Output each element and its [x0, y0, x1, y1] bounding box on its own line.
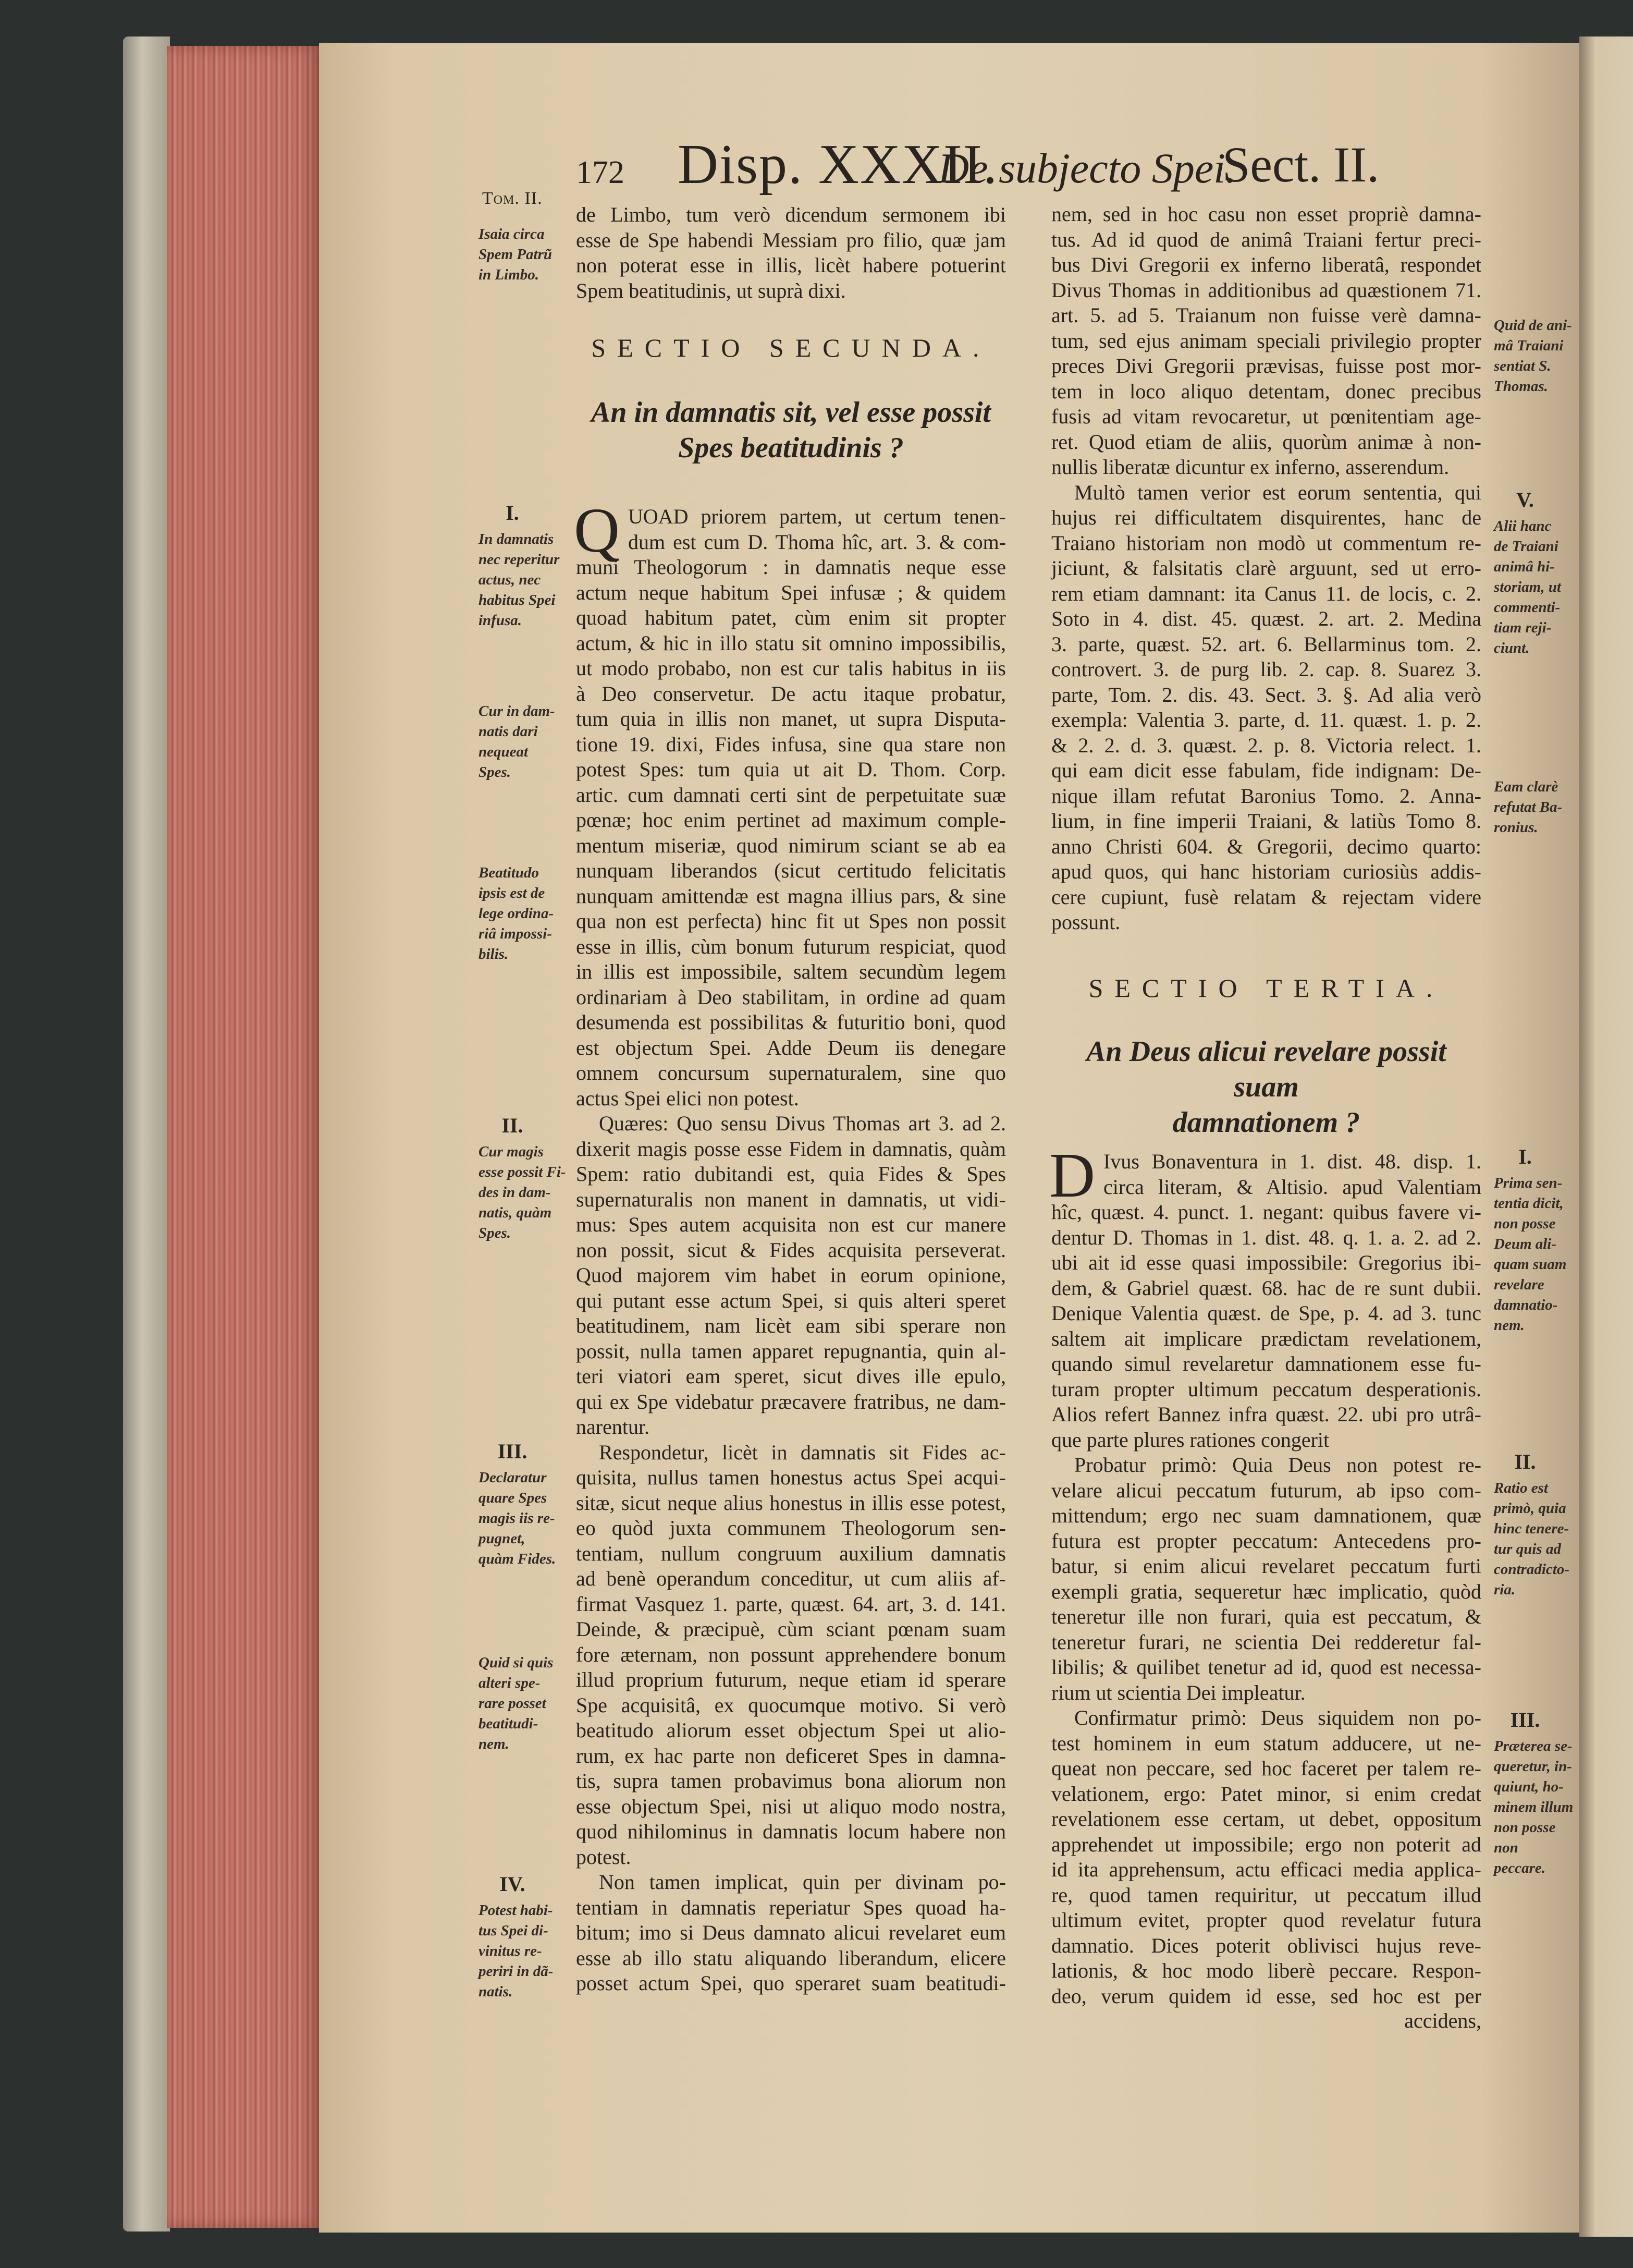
text-line: actus Spei elici non potest.	[576, 1086, 799, 1110]
text-line: non possit, sicut & Fides acquisita perseverat.	[576, 1238, 1006, 1262]
running-head-section: Sect. II.	[1222, 137, 1380, 192]
text-line: beatitudo aliorum esset objectum Spei ut alio-	[576, 1718, 1006, 1742]
margin-note-beatitudo: Beatitudo ipsis est de lege ordina- riâ impossi- bilis.	[478, 864, 554, 962]
text-line: apprehendet ut impossibile; ergo non poterit ad	[1051, 1832, 1481, 1856]
margin-numeral-3: III.	[497, 1440, 527, 1463]
text-line: qui putant esse actum Spei, si quis alteri speret	[576, 1288, 1006, 1312]
text-line: Divus Thomas in additionibus ad quæstionem 71.	[1051, 278, 1481, 302]
text-line: qua non est perfecta) hinc fit ut Spes non possit	[576, 909, 1006, 933]
text-line: Soto in 4. dist. 45. quæst. 2. art. 2. Medina	[1051, 607, 1481, 630]
running-head-disputation: Disp. XXXII.	[678, 133, 998, 196]
text-line: qui ex Spe videbatur præcavere fratribus, ne dam-	[576, 1389, 1006, 1413]
text-line: Multò tamen verior est eorum sententia, qui	[1074, 480, 1481, 504]
text-line: rum, ex hac parte non deficeret Spes in damna-	[576, 1743, 1006, 1767]
paragraph	[576, 1440, 1006, 1870]
text-line: Traiano historiam non modò ut commentum re-	[1051, 531, 1481, 555]
text-line: anno Christi 604. & Gregorii, decimo quarto:	[1051, 834, 1481, 858]
title-line: damnationem ?	[1172, 1106, 1360, 1139]
text-line: à Deo conservetur. De actu itaque probatur,	[576, 681, 1006, 705]
drop-cap: D	[1049, 1140, 1096, 1211]
text-line: quando simul revelaretur damnationem esse fu-	[1051, 1352, 1481, 1375]
text-line: bitum; imo si Deus damnato alicui revelaret eum	[576, 1921, 1006, 1944]
text-line: hîc, quæst. 4. punct. 1. negant: quibus favere vi-	[1051, 1200, 1481, 1224]
text-line: Ivus Bonaventura in 1. dist. 48. disp. 1.	[1103, 1150, 1481, 1173]
book-cover-edge	[123, 36, 170, 2232]
text-line: quoad habitum patet, cùm enim sit propter	[576, 606, 1006, 629]
text-line: futura est propter peccatum: Antecedens pro-	[1051, 1529, 1481, 1553]
page-number: 172	[576, 155, 624, 190]
text-line: fusis ad vitam revocaretur, ut pœnitentiam age-	[1051, 405, 1481, 428]
text-line: dixerit magis posse esse Fidem in damnatis, quàm	[576, 1137, 1006, 1161]
paragraph	[574, 495, 1006, 1111]
text-line: tum, sed ejus animam speciali privilegio propter	[1051, 328, 1481, 352]
text-line: Spe acquisitâ, ex quocumque motivo. Si verò	[576, 1693, 1006, 1717]
text-line: ubi ait id esse quasi impossibile: Gregorius ibi-	[1051, 1251, 1481, 1274]
text-line: quod nihilominus in damnatis locum habere non	[576, 1820, 1006, 1843]
text-line: Confirmatur primò: Deus siquidem non po-	[1074, 1706, 1481, 1729]
text-line: exempli gratia, sequeretur hæc implicatio, quòd	[1051, 1579, 1481, 1603]
text-line: nunquam liberandos (sicut certitudo felicitatis	[576, 859, 1006, 882]
text-line: quisita, nullus tamen honestus actus Spei acqui-	[576, 1466, 1006, 1489]
drop-cap: Q	[574, 495, 620, 566]
text-line: potest.	[576, 1845, 631, 1869]
text-line: saltem ait implicare prædictam revelationem,	[1051, 1326, 1481, 1350]
paragraph	[1051, 202, 1481, 480]
margin-numeral-5: V.	[1516, 488, 1534, 511]
text-line: supernaturalis non manent in damnatis, ut vidi-	[576, 1187, 1006, 1211]
right-top-text	[1051, 202, 1481, 935]
paragraph	[576, 1870, 1006, 1996]
text-line: tus. Ad id quod de animâ Traiani fertur preci-	[1051, 227, 1481, 251]
text-line: UOAD priorem partem, ut certum tenen-	[628, 505, 1006, 528]
text-line: eo quòd juxta communem Theologorum sen-	[576, 1516, 1006, 1540]
title-line: Spes beatitudinis ?	[678, 432, 904, 464]
text-line: deo, verum quidem id esse, sed hoc est per	[1051, 1984, 1481, 2008]
text-line: de Limbo, tum verò dicendum sermonem ibi	[576, 203, 1006, 226]
text-line: Probatur primò: Quia Deus non potest re-	[1074, 1453, 1481, 1477]
title-line: An in damnatis sit, vel esse possit	[591, 396, 991, 429]
text-line: velationem, ergo: Patet minor, si enim credat	[1051, 1782, 1481, 1806]
text-line: circa literam, & Altisio. apud Valentiam	[1103, 1175, 1481, 1199]
text-line: teneretur furari, ne scientia Dei redderetur fal-	[1051, 1630, 1481, 1654]
text-line: rem etiam damnant: ita Canus 11. de locis, c. 2.	[1051, 581, 1481, 605]
red-page-edges	[167, 46, 323, 2228]
text-line: teri viatori eam speret, sicut dives ille epulo,	[576, 1364, 1006, 1388]
text-line: test hominem in eum statum adducere, ut ne-	[1051, 1731, 1481, 1755]
text-line: actum neque habitum Spei infusæ ; & quidem	[576, 580, 1006, 604]
text-line: mentum miseriæ, quod nimirum sciant se ab ea	[576, 833, 1006, 857]
text-line: potest Spes: tum quia ut ait D. Thom. Corp.	[576, 758, 1006, 781]
margin-note-5: Alii hanc de Traiani animâ hi- storiam, ut commenti- tiam reji- ciunt.	[1494, 518, 1561, 656]
paragraph	[1051, 1705, 1481, 2009]
margin-numeral-1: I.	[506, 501, 519, 525]
text-line: & 2. 2. d. 3. quæst. 2. p. 8. Victoria relect. 1.	[1051, 733, 1481, 757]
text-line: revelationem esse certam, ut debet, oppositum	[1051, 1807, 1481, 1831]
text-line: actum, & hic in illo statu sit omnino impossibilis,	[576, 631, 1006, 655]
text-line: esse ab illo statu aliquando liberandum, elicere	[576, 1946, 1006, 1970]
text-line: Quod majorem vim habet in eorum opinione,	[576, 1263, 1006, 1287]
text-line: rium ut scientia Dei impleatur.	[1051, 1680, 1306, 1704]
text-line: exempla: Valentia 3. parte, d. 11. quæst. 1. p. 2.	[1051, 708, 1481, 731]
text-line: esse in illis, cùm bonum futurum respiciat, quod	[576, 934, 1006, 958]
text-line: mus: Spes autem acquisita non est cur manere	[576, 1213, 1006, 1236]
section-heading-tertia: SECTIO TERTIA.	[1088, 973, 1444, 1003]
text-line: esse objectum Spei, nisi ut aliquo modo nostra,	[576, 1794, 1006, 1818]
margin-note-1: In damnatis nec reperitur actus, nec habitus Spei infusa.	[478, 531, 560, 629]
paragraph	[1051, 480, 1481, 935]
text-line: pœnæ; hoc enim pertinet ad maximum comple-	[576, 808, 1006, 832]
text-line: teneretur ille non furari, quia est peccatum, &	[1051, 1605, 1481, 1628]
text-line: ordinariam à Deo stabilitam, in ordine ad quam	[576, 985, 1006, 1009]
text-line: sitæ, sicut neque alius honestus in illis esse potest,	[576, 1491, 1006, 1515]
catchword: accidens,	[1404, 2009, 1481, 2032]
text-line: tentiam in damnatis reperiatur Spes quoad ha-	[576, 1895, 1006, 1919]
text-line: Denique Valentia quæst. de Spe, p. 4. ad 3. tunc	[1051, 1301, 1481, 1325]
text-line: ret. Quod etiam de aliis, quorùm animæ à non-	[1051, 430, 1481, 454]
text-line: possit, nulla tamen apparet repugnantia, quin al-	[576, 1339, 1006, 1363]
text-line: Spem beatitudinis, ut suprà dixi.	[576, 278, 846, 302]
text-line: beatitudinem, nam licèt eam sibi sperare non	[576, 1314, 1006, 1337]
text-line: esse de Spe habendi Messiam pro filio, quæ jam	[576, 228, 1006, 252]
margin-numeral-r1: I.	[1518, 1145, 1532, 1168]
tome-label: Tom. II.	[482, 189, 543, 208]
text-line: lationis, & hoc modo liberè peccare. Respon-	[1051, 1959, 1481, 1982]
text-line: art. 5. ad 5. Traianum non fuisse verè damna-	[1051, 303, 1481, 327]
text-line: tem in loco aliquo detentam, donec precibus	[1051, 379, 1481, 403]
text-line: hujus rei difficultatem disquirentes, hanc de	[1051, 506, 1481, 529]
text-line: jiciunt, & falsitatis clarè arguunt, sed ut erro-	[1051, 556, 1481, 580]
text-line: apud quos, qui hanc historiam curiosiùs addis-	[1051, 860, 1481, 883]
running-head-subject: De subjecto Spei.	[938, 144, 1236, 192]
text-line: non poterat esse in illis, licèt habere potuerint	[576, 253, 1006, 277]
text-line: cere cupiunt, fusè relatam & rejectam videre	[1051, 885, 1481, 909]
text-line: ut modo probabo, non est cur talis habitus in iis	[576, 656, 1006, 680]
text-line: nem, sed in hoc casu non esset propriè damna-	[1051, 202, 1481, 226]
margin-numeral-4: IV.	[499, 1872, 525, 1896]
margin-numeral-r3: III.	[1510, 1708, 1540, 1732]
margin-note-4: Potest habi- tus Spei di- vinitus re- periri in dã- natis.	[478, 1902, 554, 2000]
text-line: omnem concursum supernaturalem, sine quo	[576, 1061, 1006, 1084]
text-line: Quæres: Quo sensu Divus Thomas art 3. ad 2.	[599, 1112, 1006, 1135]
text-line: tis, supra tamen probavimus bona aliorum non	[576, 1769, 1006, 1793]
text-line: controvert. 3. de purg lib. 2. cap. 8. Suarez 3.	[1051, 657, 1481, 681]
text-line: ultimum evitet, propter quod revelatur futura	[1051, 1908, 1481, 1932]
text-line: dem, & Gabriel quæst. 68. hac de re sunt dubii.	[1051, 1276, 1481, 1300]
margin-note-limbo: Isaia circa Spem Patrũ in Limbo.	[478, 226, 552, 283]
text-line: turam propter ultimum peccatum desperationis.	[1051, 1377, 1481, 1401]
text-line: Spem: ratio dubitandi est, quia Fides & Spes	[576, 1162, 1006, 1186]
text-line: bus Divi Gregorii ex inferno liberatâ, respondet	[1051, 253, 1481, 276]
text-line: firmat Vasquez 1. parte, quæst. 64. art, 3. d. 141.	[576, 1592, 1006, 1616]
left-body-text	[574, 495, 1006, 1996]
section-title-secunda	[576, 395, 1006, 466]
section-title-tertia	[1051, 1034, 1481, 1140]
text-line: libilis; & quilibet tenetur ad id, quod est necessa-	[1051, 1655, 1481, 1679]
text-line: nunquam amittendæ est magna illius pars, & sine	[576, 884, 1006, 908]
margin-note-baronius: Eam clarè refutat Ba- ronius.	[1494, 778, 1563, 836]
text-line: possunt.	[1051, 910, 1121, 934]
text-line: posset actum Spei, quo speraret suam beatitudi-	[576, 1971, 1006, 1995]
text-line: re, quod tamen requiritur, ut peccatum illud	[1051, 1883, 1481, 1907]
text-line: narentur.	[576, 1415, 650, 1438]
text-line: Alios refert Bannez infra quæst. 22. ubi pro utrâ-	[1051, 1403, 1481, 1426]
paragraph	[1049, 1140, 1481, 1453]
text-line: Respondetur, licèt in damnatis sit Fides ac-	[599, 1440, 1006, 1464]
title-line: An Deus alicui revelare possit suam	[1086, 1035, 1446, 1103]
text-line: muni Theologorum : in damnatis neque esse	[576, 555, 1006, 579]
text-line: Deinde, & præcipuè, cùm sciant pœnam suam	[576, 1617, 1006, 1641]
margin-note-3: Declaratur quare Spes magis iis re- pugnet, quàm Fides.	[478, 1469, 556, 1567]
facing-page-edge	[1579, 36, 1633, 2237]
text-line: 3. parte, quæst. 52. art. 6. Bellarminus tom. 2.	[1051, 632, 1481, 656]
left-intro-text	[576, 202, 1006, 303]
margin-note-r3: Præterea se- queretur, in- quiunt, ho- minem illum non posse non peccare.	[1494, 1738, 1574, 1876]
text-line: tum quia in illis non manet, ut supra Disputa-	[576, 707, 1006, 730]
margin-note-r1: Prima sen- tentia dicit, non posse Deum ali- quam suam revelare damnatio- nem.	[1494, 1175, 1567, 1334]
text-line: tentiam, nullum congruum auxilium damnatis	[576, 1541, 1006, 1565]
margin-note-quid: Quid si quis alteri spe- rare posset beatitudi- nem.	[478, 1654, 554, 1752]
text-line: damnatio. Dices poterit oblivisci hujus reve-	[1051, 1933, 1481, 1957]
text-line: ad benè operandum conceditur, ut cum aliis af-	[576, 1567, 1006, 1590]
section-heading-secunda: SECTIO SECUNDA.	[591, 333, 991, 362]
text-line: preces Divi Gregorii prævisas, fuisse post mor-	[1051, 354, 1481, 377]
right-body-text	[1049, 1140, 1481, 2009]
text-line: nullis liberatæ dicuntur ex inferno, asserendum.	[1051, 455, 1450, 479]
text-line: mittendum; ergo nec suam damnationem, quæ	[1051, 1504, 1481, 1527]
margin-note-traiani: Quid de ani- mâ Traiani sentiat S. Thomas.	[1494, 317, 1572, 395]
text-line: est objectum Spei. Adde Deum iis denegare	[576, 1035, 1006, 1059]
margin-numeral-r2: II.	[1514, 1450, 1536, 1473]
text-line: qui eam dicit esse fabulam, fide indignam: De-	[1051, 759, 1481, 782]
text-line: dum est cum D. Thoma hîc, art. 3. & com-	[628, 530, 1006, 554]
text-line: dentur D. Thomas in 1. dist. 48. q. 1. a. 2. ad 2.	[1051, 1225, 1481, 1249]
margin-note-cur: Cur in dam- natis dari nequeat Spes.	[478, 703, 555, 781]
paragraph	[1051, 1453, 1481, 1705]
text-line: illud proprium futurum, neque etiam id sperare	[576, 1668, 1006, 1691]
text-line: que parte plures rationes congerit	[1051, 1428, 1330, 1452]
text-line: lium, in fine imperii Traiani, & latiùs Tomo 8.	[1051, 809, 1481, 833]
paragraph	[576, 1111, 1006, 1440]
margin-note-2: Cur magis esse possit Fi- des in dam- natis, quàm Spes.	[478, 1143, 566, 1241]
margin-numeral-2: II.	[501, 1114, 523, 1137]
text-line: nique illam refutat Baronius Tomo. 2. Anna-	[1051, 784, 1481, 808]
text-line: tione 19. dixi, Fides infusa, sine qua stare non	[576, 732, 1006, 756]
text-line: desumenda est possibilitas & futuritio boni, quod	[576, 1010, 1006, 1034]
text-line: in illis est impossibile, saltem secundùm legem	[576, 960, 1006, 983]
text-line: Non tamen implicat, quin per divinam po-	[599, 1870, 1006, 1894]
text-line: velare alicui peccatum futurum, ab ipso com-	[1051, 1478, 1481, 1502]
text-line: batur, si enim alicui revelaret peccatum furti	[1051, 1554, 1481, 1578]
text-line: fore æternam, non possunt apprehendere bonum	[576, 1642, 1006, 1666]
text-line: id ita apprehensum, actu efficaci media applica-	[1051, 1858, 1481, 1881]
text-line: parte, Tom. 2. dis. 43. Sect. 3. §. Ad alia verò	[1051, 682, 1481, 706]
text-line: artic. cum damnati certi sint de perpetuitate suæ	[576, 783, 1006, 807]
margin-note-r2: Ratio est primò, quia hinc tenere- tur quis ad contradicto- ria.	[1494, 1480, 1569, 1598]
text-line: queat non peccare, sed hoc faceret per talem re-	[1051, 1757, 1481, 1780]
